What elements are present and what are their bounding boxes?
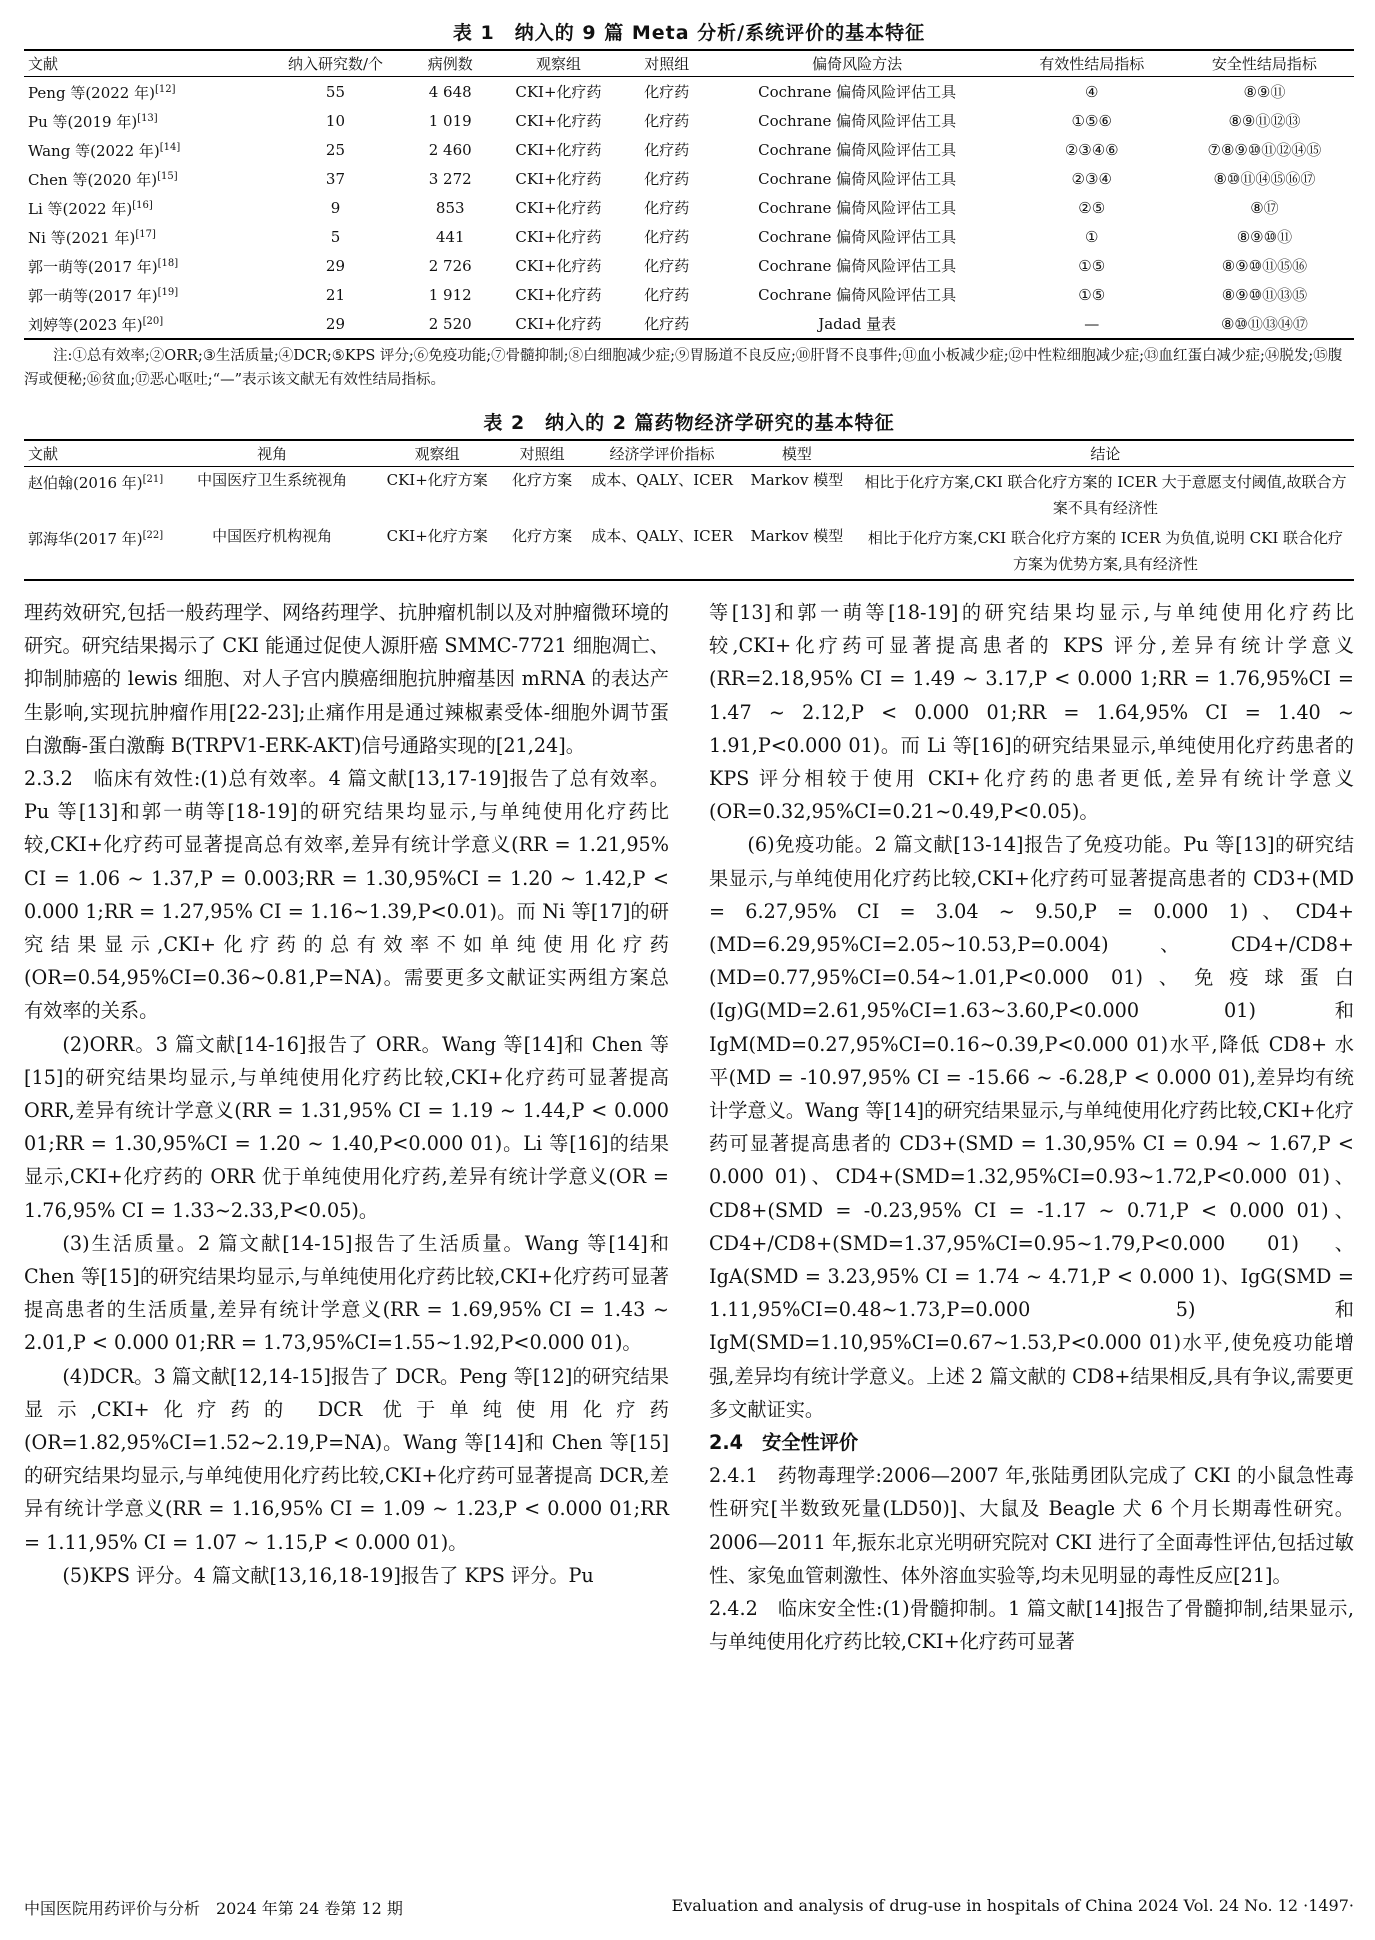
table1-cell: [24, 251, 260, 280]
ref-name: Peng 等(2022 年): [28, 84, 155, 102]
table1-cell: 化疗药: [644, 256, 690, 275]
table2-header: 模型: [737, 440, 857, 467]
table1-cell: ⑧⑩⑪⑭⑮⑯⑰: [1213, 169, 1316, 188]
table1-header: 病例数: [411, 50, 489, 77]
table1-header: 对照组: [628, 50, 706, 77]
paragraph: (3)生活质量。2 篇文献[14-15]报告了生活质量。Wang 等[14]和 Chen 等[15]的研究结果均显示,与单纯使用化疗药比较,CKI+化疗药可显著提高患者的生活质量,差异有统计学意义(RR = 1.69,95% CI = 1.43 ~ 2.01,P < 0.000 01;RR = 1.73,95%CI=1.55~1.92,P<0.000 01)。: [24, 1231, 669, 1355]
page: [24, 18, 1354, 581]
table1-cell: CKI+化疗药: [515, 227, 602, 246]
table1-caption: 表 1 纳入的 9 篇 Meta 分析/系统评价的基本特征: [452, 22, 926, 44]
table1-cell: —: [1009, 309, 1175, 339]
table1-header: 纳入研究数/个: [260, 50, 412, 77]
table2-cell: 成本、QALY、ICER: [591, 471, 733, 489]
table1-cell: ⑧⑩⑪⑬⑭⑰: [1175, 309, 1354, 339]
paragraph: (5)KPS 评分。4 篇文献[13,16,18-19]报告了 KPS 评分。Pu: [62, 1563, 594, 1587]
table1-cell: [24, 106, 260, 135]
table1-cell: 化疗药: [644, 111, 690, 130]
paragraph: 等[13]和郭一萌等[18-19]的研究结果均显示,与单纯使用化疗药比较,CKI+化疗药可显著提高患者的 KPS 评分,差异有统计学意义(RR=2.18,95% CI = 1.49 ~ 3.17,P < 0.000 1;RR = 1.76,95%CI = 1.47 ~ 2.12,P < 0.000 01;RR = 1.64,95% CI = 1.40 ~ 1.91,P<0.000 01)。而 Li 等[16]的研究结果显示,单纯使用化疗药患者的 KPS 评分相较于使用 CKI+化疗药的患者更低,差异有统计学意义(OR=0.32,95%CI=0.21~0.49,P<0.05)。: [709, 601, 1354, 824]
table2-caption: 表 2 纳入的 2 篇药物经济学研究的基本特征: [483, 412, 895, 434]
table1-cell: CKI+化疗药: [515, 256, 602, 275]
table1-cell: 3 272: [428, 169, 472, 188]
table1-cell: 441: [435, 227, 465, 246]
ref-name: 刘婷等(2023 年): [28, 316, 143, 334]
table2-cell: 成本、QALY、ICER: [587, 523, 737, 580]
table1-cell: ⑧⑨⑪⑫⑬: [1228, 111, 1301, 130]
table2-header: 文献: [24, 440, 167, 467]
paragraph: 2.4.2 临床安全性:(1)骨髓抑制。1 篇文献[14]报告了骨髓抑制,结果显示,与单纯使用化疗药比较,CKI+化疗药可显著: [709, 1597, 1354, 1654]
ref-name: Li 等(2022 年): [28, 200, 133, 218]
table2-row: [24, 523, 1354, 580]
table1-cell: CKI+化疗药: [515, 285, 602, 304]
table1-row: [24, 164, 1354, 193]
table1-cell: 化疗药: [644, 140, 690, 159]
table1-cell: 55: [325, 82, 346, 101]
table2-row: [24, 467, 1354, 524]
table1-cell: ⑧⑰: [1250, 198, 1279, 217]
table1-cell: 化疗药: [644, 82, 690, 101]
table1-row: [24, 280, 1354, 309]
table1-cell: ④: [1085, 82, 1099, 101]
table1-cell: [24, 164, 260, 193]
table1-cell: 21: [325, 285, 346, 304]
table1-cell: 1 912: [428, 285, 472, 304]
table1-cell: Cochrane 偏倚风险评估工具: [758, 198, 957, 217]
table1-cell: Cochrane 偏倚风险评估工具: [758, 227, 957, 246]
table1-row: [24, 106, 1354, 135]
table1-cell: 化疗药: [644, 198, 690, 217]
table1-row: [24, 77, 1354, 107]
footer-page: Evaluation and analysis of drug-use in hospitals of China 2024 Vol. 24 No. 12 ·1497·: [671, 1896, 1354, 1915]
table1-cell: 5: [330, 227, 341, 246]
table1-cell: Cochrane 偏倚风险评估工具: [758, 285, 957, 304]
table2-cell: 化疗方案: [497, 523, 587, 580]
footer: [24, 1896, 1354, 1919]
ref-name: 郭海华(2017 年): [28, 530, 143, 548]
table1-cell: 25: [325, 140, 346, 159]
ref-name: 郭一萌等(2017 年): [28, 287, 158, 305]
table1-cell: 1 019: [428, 111, 472, 130]
section-heading: 2.4 安全性评价: [709, 1431, 859, 1455]
table1-cell: ①⑤⑥: [1071, 111, 1112, 130]
right-column: [709, 596, 1354, 1659]
table1-cell: 化疗药: [644, 285, 690, 304]
table1-cell: ②③④⑥: [1064, 140, 1119, 159]
table2-cell: Markov 模型: [750, 471, 844, 489]
ref-citation: [20]: [142, 316, 164, 327]
table1-cell: 4 648: [428, 82, 472, 101]
paragraph: (6)免疫功能。2 篇文献[13-14]报告了免疫功能。Pu 等[13]的研究结果显示,与单纯使用化疗药比较,CKI+化疗药可显著提高患者的 CD3+(MD = 6.27,95% CI = 3.04 ~ 9.50,P = 0.000 1)、CD4+(MD=6.29,95%CI=2.05~10.53,P=0.004)、CD4+/CD8+(MD=0.77,95%CI=0.54~1.01,P<0.000 01)、免疫球蛋白(Ig)G(MD=2.61,95%CI=1.63~3.60,P<0.000 01)和 IgM(MD=0.27,95%CI=0.16~0.39,P<0.000 01)水平,降低 CD8+ 水平(MD = -10.97,95% CI = -15.66 ~ -6.28,P < 0.000 01),差异均有统计学意义。Wang 等[14]的研究结果显示,与单纯使用化疗药比较,CKI+化疗药可显著提高患者的 CD3+(SMD = 1.30,95% CI = 0.94 ~ 1.67,P < 0.000 01)、CD4+(SMD=1.32,95%CI=0.93~1.72,P<0.000 01)、CD8+(SMD = -0.23,95% CI = -1.17 ~ 0.71,P < 0.000 01)、CD4+/CD8+(SMD=1.37,95%CI=0.95~1.79,P<0.000 01)、IgA(SMD = 3.23,95% CI = 1.74 ~ 4.71,P < 0.000 1)、IgG(SMD = 1.11,95%CI=0.48~1.73,P=0.000 5)和 IgM(SMD=1.10,95%CI=0.67~1.53,P<0.000 01)水平,使免疫功能增强,差异均有统计学意义。上述 2 篇文献的 CD8+结果相反,具有争议,需要更多文献证实。: [709, 833, 1354, 1421]
table2-header: 对照组: [497, 440, 587, 467]
table1-cell: 2 460: [428, 140, 472, 159]
table1-cell: CKI+化疗药: [515, 198, 602, 217]
table1-cell: CKI+化疗药: [515, 111, 602, 130]
table2-cell: [24, 523, 167, 580]
ref-citation: [15]: [157, 171, 178, 182]
table1-cell: 853: [435, 198, 465, 217]
table1-cell: Cochrane 偏倚风险评估工具: [758, 82, 957, 101]
ref-name: 郭一萌等(2017 年): [28, 258, 158, 276]
table1-cell: CKI+化疗药: [515, 169, 602, 188]
table1-cell: ⑧⑨⑩⑪⑬⑮: [1221, 285, 1308, 304]
table1-cell: 化疗药: [644, 227, 690, 246]
table1-cell: ⑧⑨⑩⑪: [1236, 227, 1293, 246]
table1-row: [24, 193, 1354, 222]
paragraph: 2.4.1 药物毒理学:2006—2007 年,张陆勇团队完成了 CKI 的小鼠急性毒性研究[半数致死量(LD50)]、大鼠及 Beagle 犬 6 个月长期毒性研究。2006—2011 年,振东北京光明研究院对 CKI 进行了全面毒性评估,包括过敏性、家兔血管刺激性、体外溶血实验等,均未见明显的毒性反应[21]。: [709, 1464, 1354, 1587]
table2: [24, 439, 1354, 581]
table1-header: 文献: [24, 50, 260, 77]
table1-cell: 2 520: [411, 309, 489, 339]
left-column: [24, 596, 669, 1659]
table1-cell: ①⑤: [1078, 285, 1106, 304]
table1-header: 偏倚风险方法: [706, 50, 1009, 77]
table2-header: 视角: [167, 440, 377, 467]
paragraph: 理药效研究,包括一般药理学、网络药理学、抗肿瘤机制以及对肿瘤微环境的研究。研究结果揭示了 CKI 能通过促使人源肝癌 SMMC-7721 细胞凋亡、抑制肺癌的 lewis 细胞、对人子宫内膜癌细胞抗肿瘤基因 mRNA 的表达产生影响,实现抗肿瘤作用[22-23];止痛作用是通过辣椒素受体-细胞外调节蛋白激酶-蛋白激酶 B(TRPV1-ERK-AKT)信号通路实现的[21,24]。: [24, 601, 669, 757]
table1-cell: CKI+化疗药: [515, 140, 602, 159]
ref-name: Ni 等(2021 年): [28, 229, 136, 247]
table1-cell: Jadad 量表: [706, 309, 1009, 339]
ref-citation: [22]: [142, 530, 164, 541]
ref-name: Pu 等(2019 年): [28, 113, 138, 131]
table1-cell: 2 726: [428, 256, 472, 275]
footer-journal: 中国医院用药评价与分析 2024 年第 24 卷第 12 期: [24, 1899, 403, 1918]
ref-name: 赵伯翰(2016 年): [28, 474, 143, 492]
table1-cell: [24, 280, 260, 309]
table1-cell: 化疗药: [628, 309, 706, 339]
table1-cell: 10: [325, 111, 346, 130]
table1-cell: [24, 77, 260, 107]
table1-cell: 29: [260, 309, 412, 339]
table1-cell: ②⑤: [1078, 198, 1106, 217]
table2-cell: 中国医疗卫生系统视角: [197, 471, 348, 489]
ref-citation: [17]: [135, 229, 156, 240]
table2-cell: Markov 模型: [737, 523, 857, 580]
ref-citation: [13]: [137, 113, 158, 124]
table2-cell: CKI+化疗方案: [386, 471, 488, 489]
table1-cell: ⑦⑧⑨⑩⑪⑫⑭⑮: [1207, 140, 1322, 159]
paragraph: (2)ORR。3 篇文献[14-16]报告了 ORR。Wang 等[14]和 Chen 等[15]的研究结果均显示,与单纯使用化疗药比较,CKI+化疗药可显著提高 ORR,差异有统计学意义(RR = 1.31,95% CI = 1.19 ~ 1.44,P < 0.000 01;RR = 1.30,95%CI = 1.20 ~ 1.40,P<0.000 01)。Li 等[16]的结果显示,CKI+化疗药的 ORR 优于单纯使用化疗药,差异有统计学意义(OR = 1.76,95% CI = 1.33~2.33,P<0.05)。: [24, 1032, 669, 1222]
ref-citation: [19]: [157, 287, 179, 298]
table1-row: [24, 309, 1354, 339]
table1-cell: [24, 193, 260, 222]
table1-cell: [24, 222, 260, 251]
table1: [24, 49, 1354, 340]
table1-cell: ①⑤: [1078, 256, 1106, 275]
table2-header: 经济学评价指标: [587, 440, 737, 467]
body-text: [24, 596, 1354, 1659]
ref-name: Chen 等(2020 年): [28, 171, 158, 189]
table1-row: [24, 135, 1354, 164]
ref-name: Wang 等(2022 年): [28, 142, 160, 160]
ref-citation: [21]: [142, 474, 164, 485]
table1-cell: ②③④: [1071, 169, 1112, 188]
table1-cell: [24, 135, 260, 164]
table1-row: [24, 251, 1354, 280]
table1-cell: ①: [1085, 227, 1099, 246]
table1-cell: ⑧⑨⑪: [1243, 82, 1286, 101]
ref-citation: [12]: [154, 84, 176, 95]
paragraph: 2.3.2 临床有效性:(1)总有效率。4 篇文献[13,17-19]报告了总有效率。Pu 等[13]和郭一萌等[18-19]的研究结果均显示,与单纯使用化疗药比较,CKI+化疗药可显著提高总有效率,差异有统计学意义(RR = 1.21,95% CI = 1.06 ~ 1.37,P = 0.003;RR = 1.30,95%CI = 1.20 ~ 1.42,P < 0.000 1;RR = 1.27,95% CI = 1.16~1.39,P<0.01)。而 Ni 等[17]的研究结果显示,CKI+化疗药的总有效率不如单纯使用化疗药(OR=0.54,95%CI=0.36~0.81,P=NA)。需要更多文献证实两组方案总有效率的关系。: [24, 767, 669, 1023]
table1-cell: 9: [330, 198, 341, 217]
table1-cell: Cochrane 偏倚风险评估工具: [758, 111, 957, 130]
table2-cell: 中国医疗机构视角: [167, 523, 377, 580]
table1-cell: 29: [325, 256, 346, 275]
table1-cell: [24, 309, 260, 339]
ref-citation: [18]: [157, 258, 179, 269]
table1-header: 安全性结局指标: [1175, 50, 1354, 77]
table2-cell: CKI+化疗方案: [377, 523, 497, 580]
table2-header: 观察组: [377, 440, 497, 467]
table2-cell: 相比于化疗方案,CKI 联合化疗方案的 ICER 大于意愿支付阈值,故联合方案不具有经济性: [864, 473, 1347, 517]
table2-cell: [24, 467, 167, 524]
table1-cell: Cochrane 偏倚风险评估工具: [758, 140, 957, 159]
table1-cell: ⑧⑨⑩⑪⑮⑯: [1221, 256, 1308, 275]
table2-cell: 相比于化疗方案,CKI 联合化疗方案的 ICER 为负值,说明 CKI 联合化疗方案为优势方案,具有经济性: [857, 523, 1354, 580]
table2-cell: 化疗方案: [512, 471, 573, 489]
ref-citation: [16]: [132, 200, 153, 211]
table1-cell: 37: [325, 169, 346, 188]
table1-header: 观察组: [489, 50, 628, 77]
table1-header: 有效性结局指标: [1009, 50, 1175, 77]
table2-header: 结论: [857, 440, 1354, 467]
table1-cell: Cochrane 偏倚风险评估工具: [758, 169, 957, 188]
table1-cell: CKI+化疗药: [515, 82, 602, 101]
table1-note: 注:①总有效率;②ORR;③生活质量;④DCR;⑤KPS 评分;⑥免疫功能;⑦骨髓抑制;⑧白细胞减少症;⑨胃肠道不良反应;⑩肝肾不良事件;⑪血小板减少症;⑫中性粒细胞减少症;⑬血红蛋白减少症;⑭脱发;⑮腹泻或便秘;⑯贫血;⑰恶心呕吐;“—”表示该文献无有效性结局指标。: [24, 348, 1343, 388]
table1-row: [24, 222, 1354, 251]
table1-cell: Cochrane 偏倚风险评估工具: [758, 256, 957, 275]
ref-citation: [14]: [159, 142, 181, 153]
table1-cell: CKI+化疗药: [489, 309, 628, 339]
paragraph: (4)DCR。3 篇文献[12,14-15]报告了 DCR。Peng 等[12]的研究结果显示,CKI+化疗药的 DCR 优于单纯使用化疗药(OR=1.82,95%CI=1.52~2.19,P=NA)。Wang 等[14]和 Chen 等[15]的研究结果均显示,与单纯使用化疗药比较,CKI+化疗药可显著提高 DCR,差异有统计学意义(RR = 1.16,95% CI = 1.09 ~ 1.23,P < 0.000 01;RR = 1.11,95% CI = 1.07 ~ 1.15,P < 0.000 01)。: [24, 1364, 669, 1554]
table1-cell: 化疗药: [644, 169, 690, 188]
